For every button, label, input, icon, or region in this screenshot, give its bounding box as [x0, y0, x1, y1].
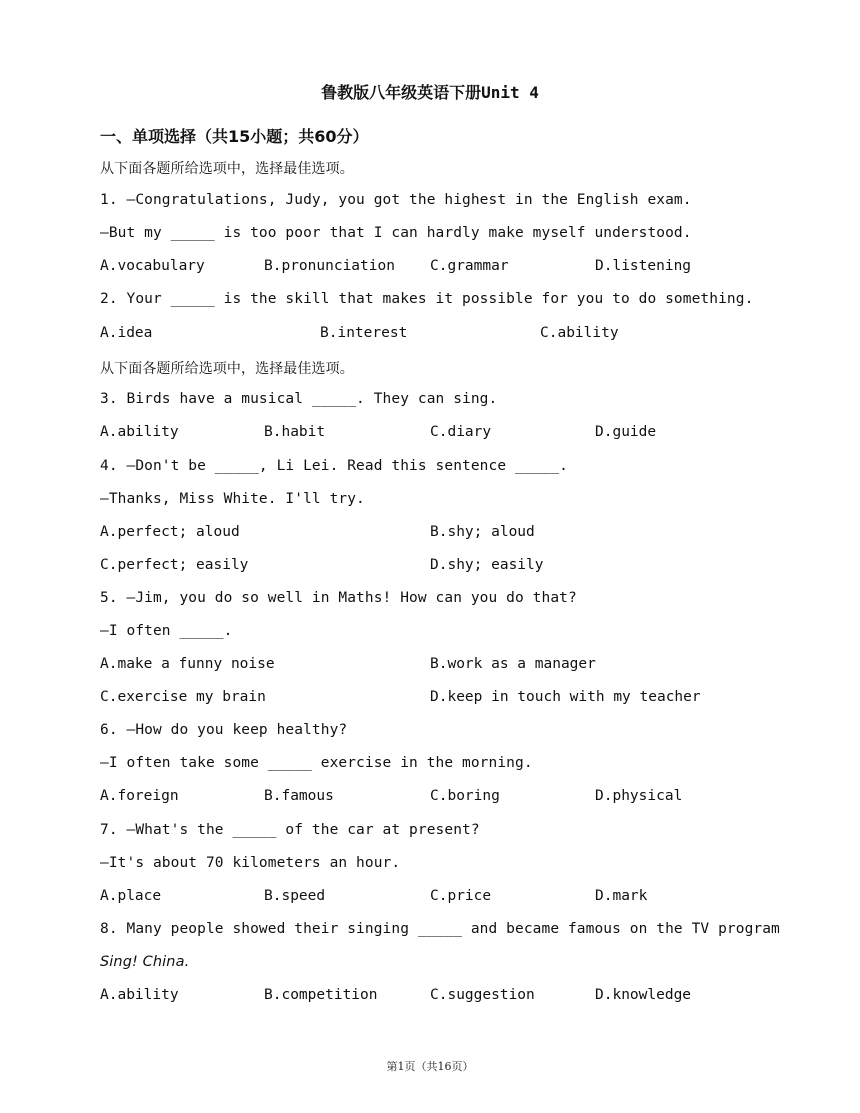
question-6-option-b: B.famous	[264, 788, 334, 804]
question-6-option-c: C.boring	[430, 788, 500, 804]
question-4-option-d: D.shy; easily	[430, 557, 544, 573]
question-8-option-c: C.suggestion	[430, 987, 535, 1003]
question-3-option-b: B.habit	[264, 424, 326, 440]
question-1-option-c: C.grammar	[430, 258, 509, 274]
question-2-option-b: B.interest	[320, 325, 408, 341]
question-4-dialogue: —Thanks, Miss White. I'll try.	[100, 491, 365, 507]
question-8-stem: 8. Many people showed their singing _____ and became famous on the TV program	[100, 921, 780, 937]
question-2-option-a: A.idea	[100, 325, 153, 341]
question-5-option-c: C.exercise my brain	[100, 689, 266, 705]
question-7-option-a: A.place	[100, 888, 162, 904]
question-5-dialogue: —I often _____.	[100, 623, 233, 639]
question-8-program-title: Sing! China.	[100, 954, 190, 970]
question-5-stem: 5. —Jim, you do so well in Maths! How can you do that?	[100, 590, 577, 606]
question-3-option-d: D.guide	[595, 424, 657, 440]
question-1-stem: 1. —Congratulations, Judy, you got the highest in the English exam.	[100, 192, 692, 208]
question-7-option-b: B.speed	[264, 888, 326, 904]
page-title: 鲁教版八年级英语下册Unit 4	[321, 83, 539, 102]
question-8-option-d: D.knowledge	[595, 987, 692, 1003]
question-2-option-c: C.ability	[540, 325, 619, 341]
question-5-option-d: D.keep in touch with my teacher	[430, 689, 701, 705]
question-3-option-a: A.ability	[100, 424, 179, 440]
question-1-option-a: A.vocabulary	[100, 258, 205, 274]
page-footer: 第1页（共16页）	[386, 1060, 474, 1073]
instruction-text: 从下面各题所给选项中，选择最佳选项。	[100, 161, 354, 177]
question-8-option-a: A.ability	[100, 987, 179, 1003]
question-1-option-d: D.listening	[595, 258, 692, 274]
question-4-option-a: A.perfect; aloud	[100, 524, 240, 540]
question-6-stem: 6. —How do you keep healthy?	[100, 722, 348, 738]
section-heading: 一、单项选择（共15小题；共60分）	[100, 127, 369, 146]
question-7-stem: 7. —What's the _____ of the car at present?	[100, 822, 480, 838]
question-7-option-c: C.price	[430, 888, 492, 904]
question-4-option-b: B.shy; aloud	[430, 524, 535, 540]
question-4-option-c: C.perfect; easily	[100, 557, 249, 573]
question-5-option-a: A.make a funny noise	[100, 656, 275, 672]
question-7-dialogue: —It's about 70 kilometers an hour.	[100, 855, 401, 871]
question-6-option-a: A.foreign	[100, 788, 179, 804]
question-6-option-d: D.physical	[595, 788, 683, 804]
question-3-stem: 3. Birds have a musical _____. They can sing.	[100, 391, 498, 407]
question-5-option-b: B.work as a manager	[430, 656, 596, 672]
question-4-stem: 4. —Don't be _____, Li Lei. Read this sentence _____.	[100, 458, 568, 474]
instruction-text-repeat: 从下面各题所给选项中，选择最佳选项。	[100, 361, 354, 377]
question-3-option-c: C.diary	[430, 424, 492, 440]
question-2-stem: 2. Your _____ is the skill that makes it possible for you to do something.	[100, 291, 754, 307]
question-1-option-b: B.pronunciation	[264, 258, 395, 274]
question-7-option-d: D.mark	[595, 888, 648, 904]
question-1-dialogue: —But my _____ is too poor that I can hardly make myself understood.	[100, 225, 692, 241]
question-8-option-b: B.competition	[264, 987, 378, 1003]
question-6-dialogue: —I often take some _____ exercise in the morning.	[100, 755, 533, 771]
